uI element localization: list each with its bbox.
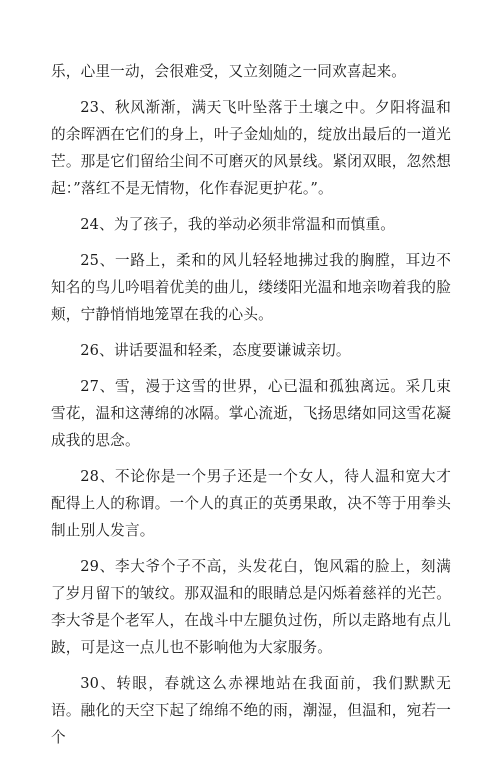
paragraph-continuation: 乐，心里一动，会很难受，又立刻随之一同欢喜起来。 [51, 63, 407, 80]
paragraph-29: 29、李大爷个子不高，头发花白，饱风霜的脸上，刻满了岁月留下的皱纹。那双温和的眼睛总是闪烁着慈祥的光芒。李大爷是个老军人，在战斗中左腿负过伤，所以走路地有点儿跛，可是这一点儿也不影响他为大家服务。 [51, 558, 451, 656]
document-body [51, 58, 451, 760]
paragraph-24: 24、为了孩子，我的举动必须非常温和而慎重。 [80, 216, 396, 233]
paragraph-27: 27、雪，漫于这雪的世界，心已温和孤独离远。采几束雪花，温和这薄绵的冰隔。掌心流逝，飞扬思绪如同这雪花凝成我的思念。 [51, 378, 451, 449]
paragraph-25: 25、一路上，柔和的风儿轻轻地拂过我的胸膛，耳边不知名的鸟儿吟唱着优美的曲儿，缕缕阳光温和地亲吻着我的脸颊，宁静悄悄地笼罩在我的心头。 [51, 252, 451, 323]
paragraph-28: 28、不论你是一个男子还是一个女人，待人温和宽大才配得上人的称谓。一个人的真正的英勇果敢，决不等于用拳头制止别人发言。 [51, 468, 451, 539]
paragraph-30: 30、转眼，春就这么赤裸地站在我面前，我们默默无语。融化的天空下起了绵绵不绝的雨，潮湿，但温和，宛若一个 [51, 675, 451, 746]
paragraph-23: 23、秋风渐渐，满天飞叶坠落于土壤之中。夕阳将温和的余晖洒在它们的身上，叶子金灿灿的，绽放出最后的一道光芒。那是它们留给尘间不可磨灭的风景线。紧闭双眼，忽然想起：”落红不是无情物，化作春泥更护花。”。 [51, 99, 451, 197]
paragraph-26: 26、讲话要温和轻柔，态度要谦诚亲切。 [80, 342, 351, 359]
